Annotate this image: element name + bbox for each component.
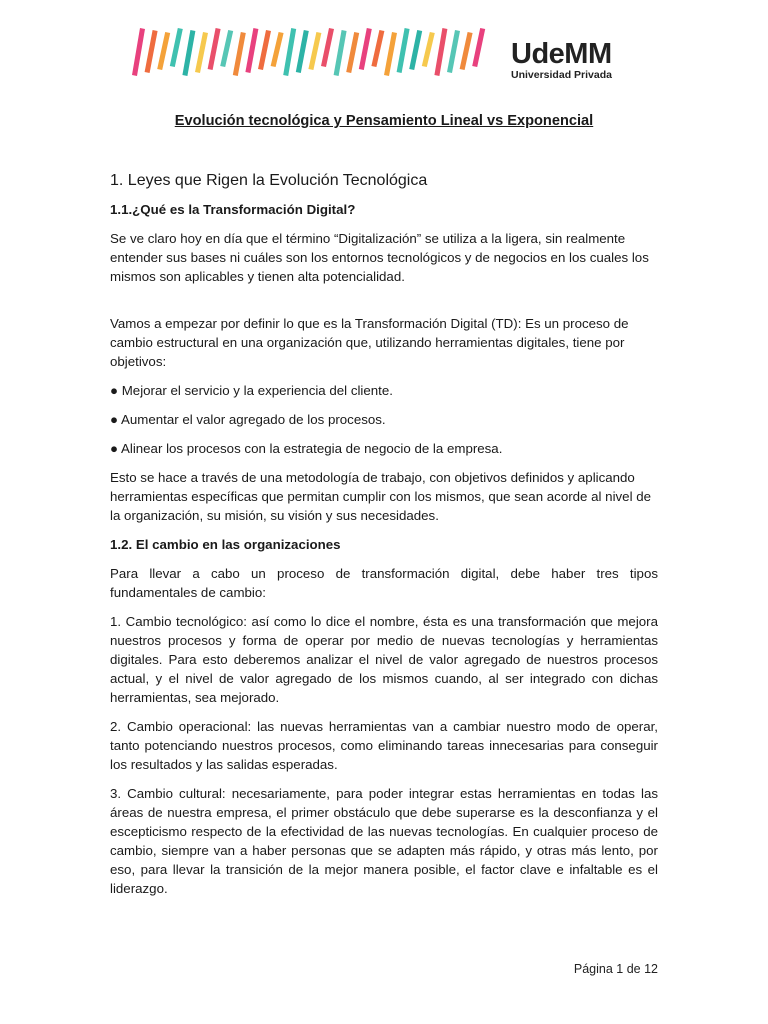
logo-stripe xyxy=(182,30,195,76)
brand-logo xyxy=(511,40,621,81)
logo-stripe xyxy=(409,30,422,70)
logo-stripe xyxy=(195,32,208,73)
logo-stripe xyxy=(208,28,221,70)
logo-stripe xyxy=(346,32,359,73)
logo-stripe xyxy=(359,28,372,70)
brand-subtitle: Universidad Privada xyxy=(511,69,612,81)
logo-stripe xyxy=(397,28,410,73)
logo-stripe xyxy=(258,30,271,70)
logo-stripe xyxy=(132,28,145,76)
logo-stripe xyxy=(157,32,170,70)
paragraph: 3. Cambio cultural: necesariamente, para poder integrar estas herramientas en todas las áreas de nuestra empresa, el primer obstáculo que debe superarse es la desconfianza y el escepticismo respecto de la efectividad de las nuevas tecnologías. En cualquier proceso de cambio, siempre van a haber personas que se adapten más rápido, y otras más lento, por eso, para llevar la transición de la mejor manera posible, el factor clave e infaltable es el liderazgo. xyxy=(110,786,658,896)
paragraph: Se ve claro hoy en día que el término “Digitalización” se utiliza a la ligera, sin realmente entender sus bases ni cuáles son los entornos tecnológicos y de negocios en los cuales los mismos son aplicables y tienen alta potencialidad. xyxy=(110,231,649,284)
section-heading: 1. Leyes que Rigen la Evolución Tecnológica xyxy=(110,172,428,189)
bullet-item: ● Alinear los procesos con la estrategia de negocio de la empresa. xyxy=(110,441,503,456)
logo-stripe xyxy=(422,32,435,67)
paragraph: 1. Cambio tecnológico: así como lo dice el nombre, ésta es una transformación que mejora nuestros procesos y forma de operar por medio de nuevas tecnologías y herramientas digitales. Para esto deberemos analizar el nivel de valor agregado de nuestros procesos actual, y el nivel de valor agregado de los mismos cuando, al ser integrado con dichas herramientas, sea mejorado. xyxy=(110,614,658,705)
paragraph: Vamos a empezar por definir lo que es la Transformación Digital (TD): Es un proceso de cambio estructural en una organización que, utilizando herramientas digitales, tiene por objetivos: xyxy=(110,316,629,369)
logo-stripe xyxy=(447,30,460,73)
logo-stripe xyxy=(321,28,334,67)
bullet-item: ● Mejorar el servicio y la experiencia del cliente. xyxy=(110,383,393,398)
bullet-item: ● Aumentar el valor agregado de los procesos. xyxy=(110,412,386,427)
logo-stripe xyxy=(334,30,347,76)
logo-stripe xyxy=(170,28,183,67)
logo-stripe xyxy=(233,32,246,76)
logo-stripes xyxy=(128,22,490,84)
logo-stripe xyxy=(472,28,485,67)
document-body xyxy=(110,112,658,908)
logo-stripe xyxy=(460,32,473,70)
logo-stripe xyxy=(371,30,384,67)
logo-stripe xyxy=(245,28,258,73)
document-title: Evolución tecnológica y Pensamiento Lineal vs Exponencial xyxy=(174,113,594,129)
page-header xyxy=(0,0,768,100)
paragraph: Esto se hace a través de una metodología de trabajo, con objetivos definidos y aplicando herramientas específicas que permitan cumplir con los mismos, que sean acorde al nivel de la organización, su misión, su visión y sus necesidades. xyxy=(110,470,652,523)
paragraph: 2. Cambio operacional: las nuevas herramientas van a cambiar nuestro modo de operar, tanto potenciando nuestros procesos, como eliminando tareas innecesarias para conseguir los resultados y las salidas esperadas. xyxy=(110,719,658,772)
logo-stripe xyxy=(296,30,309,73)
logo-stripe xyxy=(220,30,233,67)
logo-stripe xyxy=(384,32,397,76)
page-number: Página 1 de 12 xyxy=(573,962,658,976)
logo-stripe xyxy=(283,28,296,76)
paragraph: Para llevar a cabo un proceso de transformación digital, debe haber tres tipos fundamentales de cambio: xyxy=(110,566,658,600)
logo-stripe xyxy=(271,32,284,67)
brand-name: UdeMM xyxy=(511,38,612,70)
logo-stripe xyxy=(145,30,158,73)
subsection-heading: 1.1.¿Qué es la Transformación Digital? xyxy=(110,202,356,217)
logo-stripe xyxy=(308,32,321,70)
subsection-heading: 1.2. El cambio en las organizaciones xyxy=(110,537,341,552)
logo-stripe xyxy=(434,28,447,76)
